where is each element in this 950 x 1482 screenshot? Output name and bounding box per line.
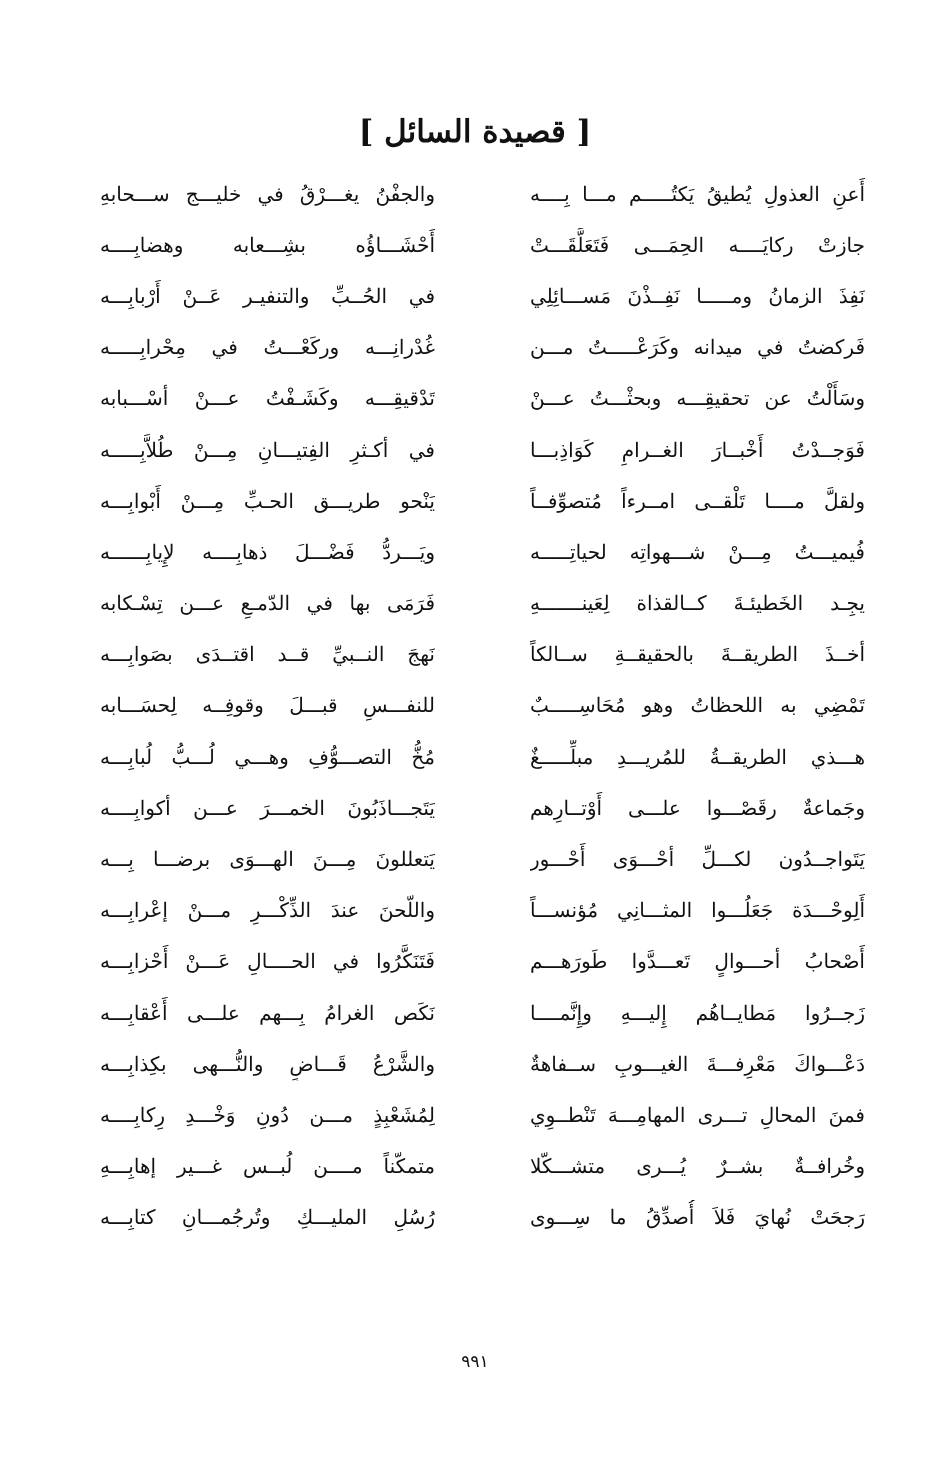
verse-first-hemistich: يجِـد الخَطيئـةَ كــالقذاة لِعَينـــــــهِ <box>530 591 865 616</box>
verse <box>100 168 865 219</box>
verse-second-hemistich: يَتَجـــاذَبُونَ الخمـــرَ عـــن أكوابِــــه <box>100 795 435 820</box>
verse-second-hemistich: تَدْقيقِـــه وكَشَـفْتُ عـــنْ أسْـــبابه <box>100 386 435 411</box>
verse-second-hemistich: في الحُــبِّ والتنفيـر عَــنْ أَرْبابِـــه <box>100 283 435 308</box>
verse <box>100 1141 865 1192</box>
verse-first-hemistich: ولقلَّ مــــا تَلْقــى امــرءاً مُتصوِّفــاً <box>530 488 865 513</box>
verse-second-hemistich: فَتَنَكَّرُوا في الحــــالِ عَـــنْ أَحْزابِـــه <box>100 949 435 974</box>
verse-second-hemistich: نَكَص الغرامُ بِـــهم علـــى أَعْقابِـــه <box>100 1000 435 1025</box>
page-number: ٩٩١ <box>461 1352 489 1372</box>
verse <box>100 526 865 577</box>
verse-second-hemistich: للنفـــسِ قبـــلَ وقوفِــه لِحسَـــابه <box>100 693 435 718</box>
verse-first-hemistich: وسَأَلْتُ عن تحقيقِـــه وبحثْـــتُ عـــنْ <box>530 386 865 411</box>
verse-second-hemistich: مُخُّ التصـــوُّفِ وهـــي لُـــبُّ لُبابِـــه <box>100 744 435 769</box>
verse <box>100 270 865 321</box>
verse-first-hemistich: وخُرافــةٌ بشــرٌ يُـــرى متشـــكّلا <box>530 1154 865 1179</box>
verse <box>100 373 865 424</box>
verse-first-hemistich: دَعْـــواكَ مَعْرِفـــةَ الغيـــوبِ ســفاهةٌ <box>530 1051 865 1076</box>
verse-second-hemistich: أَحْشَـــاؤُه بشِـــعابه وهضابِــــه <box>100 232 435 257</box>
verse <box>100 680 865 731</box>
verse-first-hemistich: فُيميـــتُ مِـــنْ شـــهواتِه لحياتِـــــه <box>530 539 865 564</box>
verse <box>100 475 865 526</box>
verse-first-hemistich: يَتَواجــدُون لكـــلِّ أحْـــوَى أَحْـــور <box>530 847 865 872</box>
verse <box>100 322 865 373</box>
verse-second-hemistich: متمكّناً مــــن لُبــس غـــير إهابِـــهِ <box>100 1154 435 1179</box>
verse <box>100 885 865 936</box>
verse-second-hemistich: في أكـثرِ الفِتيـــانِ مِـــنْ طُلاَّبِـــــه <box>100 437 435 462</box>
verse <box>100 1192 865 1243</box>
verse-first-hemistich: فَركضتُ في ميدانه وكَرَعْـــــتُ مـــن <box>530 335 865 360</box>
verse <box>100 1089 865 1140</box>
verse-first-hemistich: زَجــرُوا مَطايــاهُم إِليـــهِ وإِنَّمــــا <box>530 1000 865 1025</box>
verse <box>100 219 865 270</box>
verse-second-hemistich: والشَّرْعُ قَـــاضٍ والنُّـــهى بكِذابِـــه <box>100 1051 435 1076</box>
verse-first-hemistich: أَصْحابُ أحـــوالٍ تَعـــدَّوا طَورَهـــم <box>530 949 865 974</box>
verse <box>100 936 865 987</box>
verse-first-hemistich: أخــذَ الطريقــةَ بالحقيقــةِ ســالكاً <box>530 642 865 667</box>
verse-first-hemistich: وجَماعةٌ رقَصْـــوا علـــى أَوْتــارِهم <box>530 795 865 820</box>
verse-second-hemistich: لِمُشَعْبِذٍ مـــن دُونِ وَخْـــدِ رِكابِــــه <box>100 1102 435 1127</box>
verse-first-hemistich: أَعنِ العذولِ يُطيقُ يَكتُـــــم مـــا بِــــه <box>530 181 865 206</box>
verse <box>100 731 865 782</box>
verse <box>100 782 865 833</box>
verse-first-hemistich: هـــذي الطريقــةُ للمُريـــدِ مبلِّـــــغٌ <box>530 744 865 769</box>
verse <box>100 987 865 1038</box>
verse-second-hemistich: والجفْنُ يغـــرْقُ في خليـــج ســـحابهِ <box>100 181 435 206</box>
verse <box>100 833 865 884</box>
verse-second-hemistich: رُسُلِ المليـــكِ وتُرجُمـــانِ كتابِـــه <box>100 1205 435 1230</box>
verse-first-hemistich: فمنَ المحالِ تـــرى المهامِـــهَ تَنْطــوِي <box>530 1102 865 1127</box>
verse-second-hemistich: غُدْرانِـــه وركَعْـــتُ في مِحْرابِـــــه <box>100 335 435 360</box>
verse-second-hemistich: فَرَمَى بها في الدّمـعِ عـــن تِسْـكابه <box>100 591 435 616</box>
verse-first-hemistich: جازتْ ركايَــــه الحِمَـــى فَتَعَلَّقَـــتْ <box>530 232 865 257</box>
poem-body <box>100 168 865 1243</box>
verse <box>100 424 865 475</box>
verse <box>100 578 865 629</box>
verse-second-hemistich: يَتعللونَ مِـــنَ الهـــوَى برضـــا بِـــه <box>100 847 435 872</box>
verse-second-hemistich: نَهجَ النــبيِّ قــد اقتــدَى بصَوابِـــه <box>100 642 435 667</box>
verse-second-hemistich: ويَـــردُّ فَضْـــلَ ذهابِــــه لإِيابِــــــه <box>100 539 435 564</box>
verse-second-hemistich: يَنْحو طريـــق الحـبِّ مِـــنْ أَبْوابِـــه <box>100 488 435 513</box>
poem-title: [ قصيدة السائل ] <box>358 114 592 150</box>
verse-first-hemistich: تَمْضِي به اللحظاتُ وهو مُحَاسِـــــبٌ <box>530 693 865 718</box>
verse <box>100 1038 865 1089</box>
verse-first-hemistich: أَلِوحْـــدَة جَعَلُـــوا المثـــانِي مُؤنســـاً <box>530 898 865 923</box>
verse-first-hemistich: فَوَجــدْتُ أَخْبــارَ الغــرامِ كَوَاذِبـــا <box>530 437 865 462</box>
verse-first-hemistich: نَفِذَ الزمانُ ومـــــا نَفِــذْنَ مَســـائِلِي <box>530 283 865 308</box>
verse-first-hemistich: رَجحَتْ نُهايَ فَلاَ أُصدِّقُ ما سِـــوى <box>530 1205 865 1230</box>
verse <box>100 629 865 680</box>
verse-second-hemistich: واللّحنَ عندَ الذِّكْـــرِ مـــنْ إعْرابِـــه <box>100 898 435 923</box>
